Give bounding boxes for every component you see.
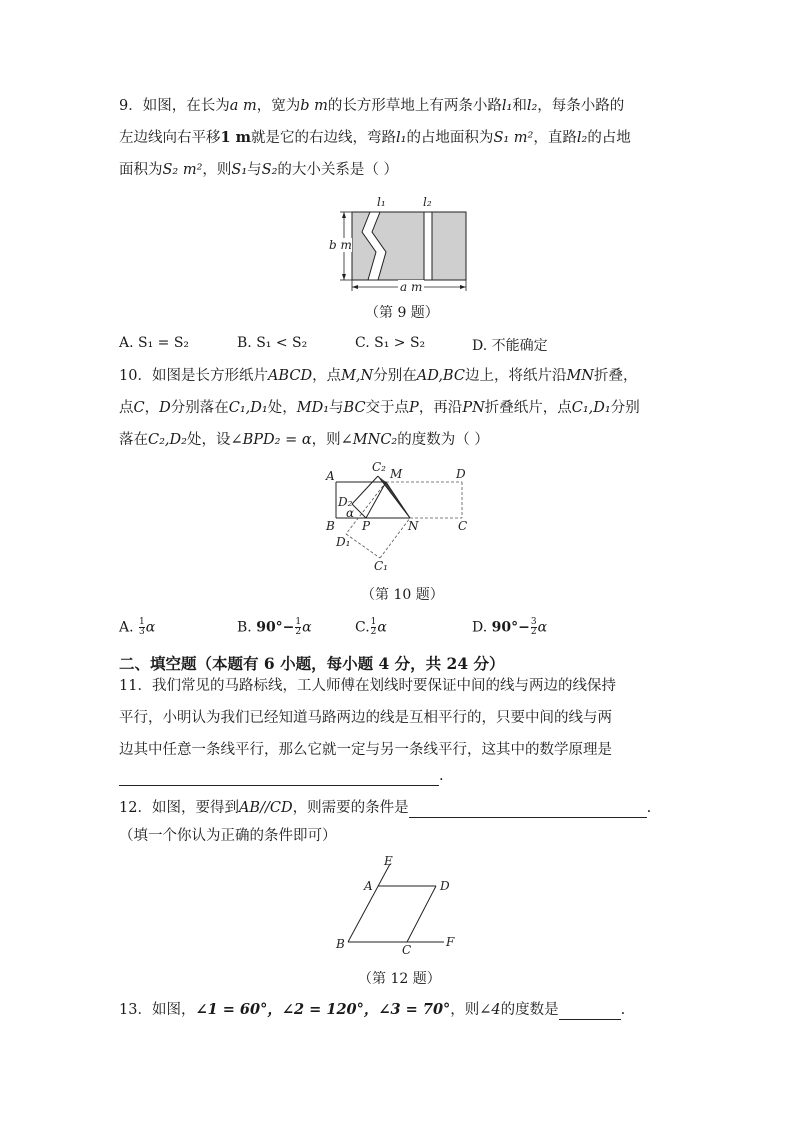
q10-label-P: P xyxy=(362,519,371,533)
q11-answer-row: . xyxy=(119,766,444,786)
q12-label-B: B xyxy=(336,937,345,951)
q9-figure xyxy=(322,192,472,294)
q9-straight-path xyxy=(424,212,432,280)
q9-line-2: 左边线向右平移1 m就是它的右边线，弯路l₁的占地面积为S₁ m²，直路l₂的占地 xyxy=(119,129,631,146)
q10-label-B: B xyxy=(326,519,335,533)
q10-label-M: M xyxy=(390,467,403,481)
q12-label-A: A xyxy=(364,879,373,893)
q9-label-a: a m xyxy=(400,280,423,294)
q13-line-1: 13．如图，∠1 = 60°，∠2 = 120°，∠3 = 70°，则∠4的度数是 . xyxy=(119,1001,626,1018)
q9-option-a: A. S₁ = S₂ xyxy=(119,335,190,351)
q10-option-a: A. $\frac{1}{3}$ α xyxy=(119,617,156,637)
q12-line-EB xyxy=(348,864,390,942)
q10-option-c: C. $\frac{1}{2}$ α xyxy=(355,617,387,637)
q10-label-D: D xyxy=(456,467,466,481)
q9-label-b: b m xyxy=(329,238,352,252)
q10-label-A: A xyxy=(326,469,335,483)
q11-line-1: 11．我们常见的马路标线，工人师傅在划线时要保证中间的线与两边的线保持 xyxy=(119,678,616,694)
q9-option-b: B. S₁ < S₂ xyxy=(237,335,308,351)
q9-line-1: 9．如图，在长为a m，宽为b m的长方形草地上有两条小路l₁和l₂，每条小路的 xyxy=(119,98,625,114)
q10-caption: （第 10 题） xyxy=(361,587,444,603)
q10-label-N: N xyxy=(408,519,419,533)
q12-figure xyxy=(332,854,467,960)
q12-label-F: F xyxy=(446,935,455,949)
q10-label-C2: C₂ xyxy=(372,460,386,474)
q9-option-d: D. 不能确定 xyxy=(472,338,548,354)
q12-label-E: E xyxy=(384,854,393,868)
q10-label-D1: D₁ xyxy=(336,535,351,549)
q12-label-C: C xyxy=(402,943,412,957)
q10-line-3: 落在C₂,D₂处，设∠BPD₂ = α，则∠MNC₂的度数为（ ） xyxy=(119,432,489,448)
q11-line-2: 平行，小明认为我们已经知道马路两边的线是互相平行的，只要中间的线与两 xyxy=(119,710,612,726)
q10-line-2: 点C，D分别落在C₁,D₁处，MD₁与BC交于点P，再沿PN折叠纸片，点C₁,D₁分别 xyxy=(119,400,640,416)
q10-label-alpha: α xyxy=(346,506,355,520)
q12-line-1: 12．如图，要得到AB//CD，则需要的条件是 . xyxy=(119,800,652,816)
q9-label-l1: l₁ xyxy=(377,195,386,209)
q10-option-d: D. 90°− $\frac{3}{2}$ α xyxy=(472,617,548,637)
q12-answer-blank[interactable] xyxy=(409,801,647,818)
q9-line-3: 面积为S₂ m²，则S₁与S₂的大小关系是（ ） xyxy=(119,162,399,178)
q10-option-b: B. 90°− $\frac{1}{2}$ α xyxy=(237,617,312,637)
q10-figure xyxy=(322,458,482,574)
q11-line-3: 边其中任意一条线平行，那么它就一定与另一条线平行，这其中的数学原理是 xyxy=(119,742,612,758)
q12-caption: （第 12 题） xyxy=(358,971,441,987)
q9-option-c: C. S₁ > S₂ xyxy=(355,335,426,351)
q10-label-D2: D₂ xyxy=(338,495,353,509)
q9-label-l2: l₂ xyxy=(423,195,432,209)
q12-line-DC xyxy=(407,886,436,942)
q12-line-2: （填一个你认为正确的条件即可） xyxy=(119,828,337,844)
q11-answer-blank[interactable] xyxy=(119,769,439,786)
section-2-heading: 二、填空题（本题有 6 小题，每小题 4 分，共 24 分） xyxy=(119,654,505,673)
q10-label-C1: C₁ xyxy=(374,559,388,573)
q10-line-1: 10．如图是长方形纸片ABCD，点M,N分别在AD,BC边上，将纸片沿MN折叠， xyxy=(119,368,638,384)
q10-label-C: C xyxy=(458,519,468,533)
q9-caption: （第 9 题） xyxy=(365,305,439,321)
q13-answer-blank[interactable] xyxy=(559,1003,621,1020)
q12-label-D: D xyxy=(440,879,450,893)
